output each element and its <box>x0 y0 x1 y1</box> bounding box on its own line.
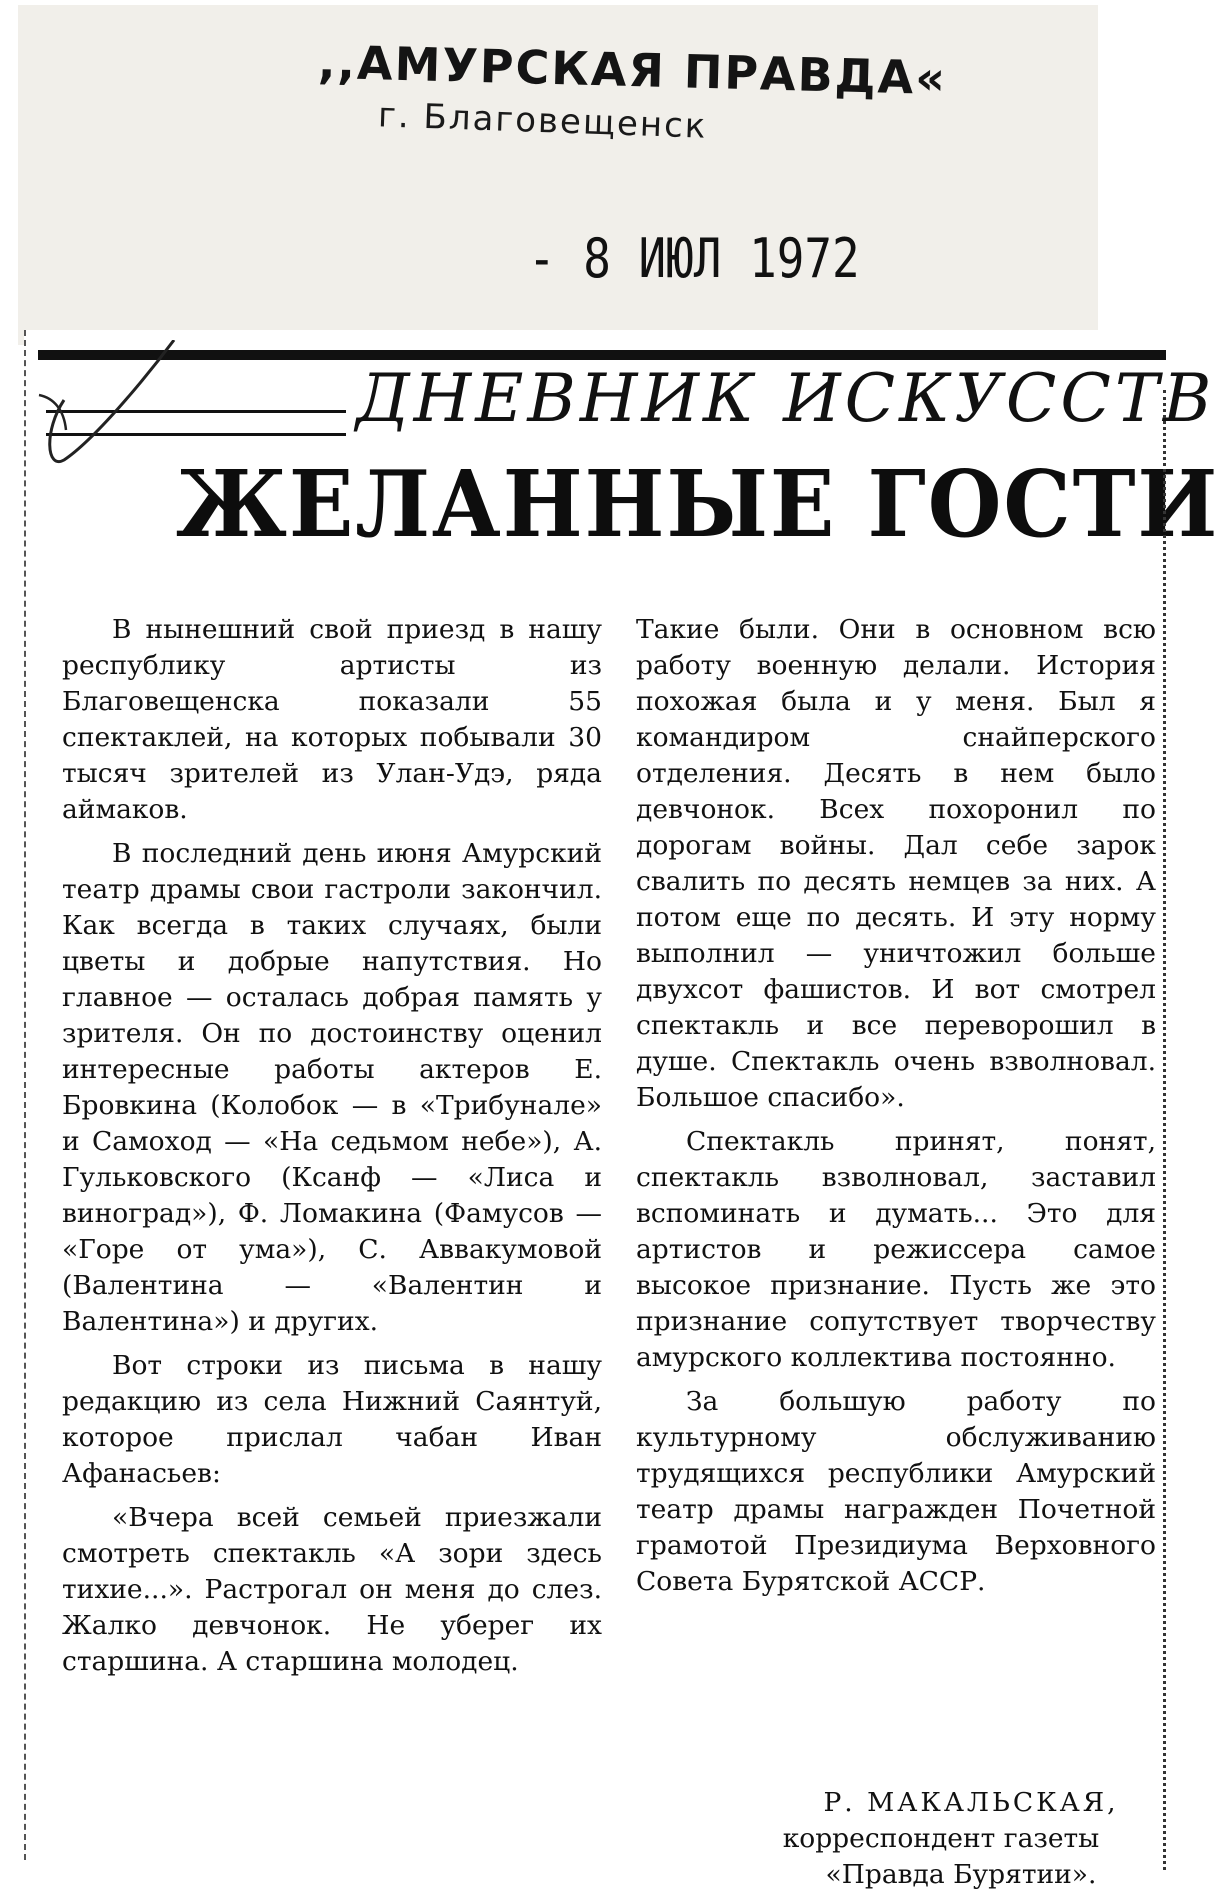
stamp-newspaper-title: ,,АМУРСКАЯ ПРАВДА« <box>317 34 948 106</box>
newspaper-clipping <box>24 330 1220 1890</box>
torn-right-edge <box>1157 390 1166 1870</box>
rubric-title: ДНЕВНИК ИСКУССТВ <box>356 360 1216 437</box>
paragraph: В нынешний свой приезд в нашу республику артисты из Благовещенска показали 55 спектаклей, на которых побывали 30 тысяч зрителей из Улан-Удэ, ряда аймаков. <box>62 614 602 825</box>
paragraph: В последний день июня Амурский театр драмы свои гастроли закончил. Как всегда в таких случаях, были цветы и добрые напутствия. Но главное — осталась добрая память у зрителя. Он по достоинству оценил интересные работы актеров Е. Бровкина (Колобок — в «Трибунале» и Самоход — «На седьмом небе»), А. Гульковского (Ксанф — «Лиса и виноград»), Ф. Ломакина (Фамусов — «Горе от ума»), С. Аввакумовой (Валентина — «Валентин и Валентина») и других. <box>62 838 602 1337</box>
paragraph: За большую работу по культурному обслуживанию трудящихся республики Амурский театр драмы награжден Почетной грамотой Президиума Верховного Совета Бурятской АССР. <box>636 1386 1156 1597</box>
archive-stamp-card <box>18 5 1098 345</box>
article-column-right <box>636 612 1156 1608</box>
stamp-date: - 8 ИЮЛ 1972 <box>528 227 860 290</box>
author-name: Р. МАКАЛЬСКАЯ, <box>823 1787 1119 1818</box>
author-newspaper: «Правда Бурятии». <box>825 1859 1097 1890</box>
author-role: корреспондент газеты <box>782 1823 1100 1854</box>
paragraph: Такие были. Они в основном всю работу военную делали. История похожая была и у меня. Был я командиром снайперского отделения. Десять в нем было девчонок. Всех похоронил по дорогам войны. Дал себе зарок свалить по десять немцев за них. А потом еще по десять. И эту норму выполнил — уничтожил больше двухсот фашистов. И вот смотрел спектакль и все переворошил в душе. Спектакль очень взволновал. Большое спасибо». <box>636 614 1156 1113</box>
paragraph: Спектакль принят, понят, спектакль взволновал, заставил вспоминать и думать... Это для артистов и режиссера самое высокое признание. Пусть же это признание сопутствует творчеству амурского коллектива постоянно. <box>636 1126 1156 1373</box>
paragraph: «Вчера всей семьей приезжали смотреть спектакль «А зори здесь тихие...». Растрогал он меня до слез. Жалко девчонок. Не уберег их старшина. А старшина молодец. <box>62 1502 602 1677</box>
article-headline: ЖЕЛАННЫЕ ГОСТИ <box>176 450 1220 558</box>
article-column-left <box>62 612 602 1688</box>
stamp-city: г. Благовещенск <box>377 95 709 147</box>
paragraph: Вот строки из письма в нашу редакцию из села Нижний Саянтуй, которое прислал чабан Иван Афанасьев: <box>62 1350 602 1489</box>
